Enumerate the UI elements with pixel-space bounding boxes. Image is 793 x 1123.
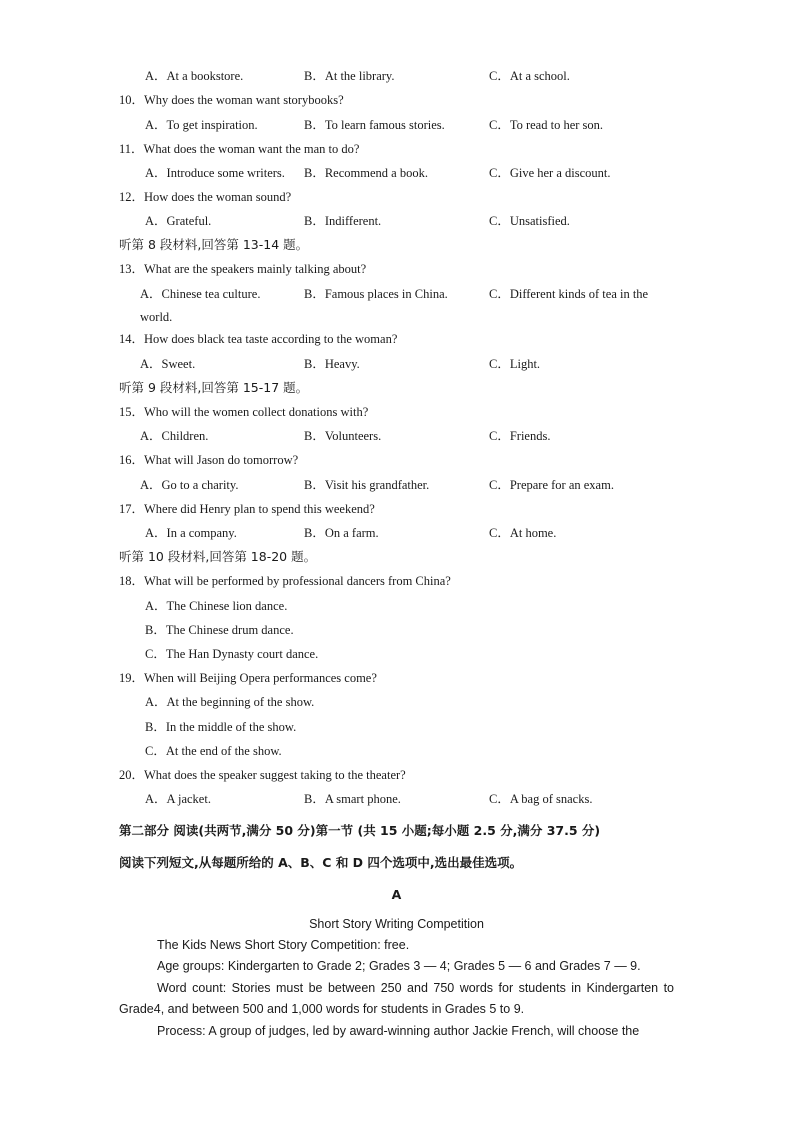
paragraph-1: The Kids News Short Story Competition: free. bbox=[157, 938, 410, 952]
q14-option-a: A．Sweet. bbox=[140, 357, 196, 371]
question-14: 14．How does black tea taste according to the woman? bbox=[119, 332, 398, 346]
q18-option-a: A．The Chinese lion dance. bbox=[145, 599, 288, 613]
q13-option-a: A．Chinese tea culture. bbox=[140, 287, 261, 301]
paragraph-4: Process: A group of judges, led by award-winning author Jackie French, will choose the bbox=[157, 1024, 640, 1038]
question-12: 12．How does the woman sound? bbox=[119, 190, 292, 204]
q13-option-c: C．Different kinds of tea in the bbox=[489, 287, 649, 301]
question-20: 20．What does the speaker suggest taking to the theater? bbox=[119, 768, 406, 782]
question-19: 19．When will Beijing Opera performances come? bbox=[119, 671, 377, 685]
q11-option-c: C．Give her a discount. bbox=[489, 166, 611, 180]
q10-option-a: A．To get inspiration. bbox=[145, 118, 258, 132]
paragraph-3: Word count: Stories must be between 250 and 750 words for students in Kindergarten to Grade4, and between 500 and 1,000 words for students in Grades 5 to 9. bbox=[119, 981, 674, 1016]
question-11: 11．What does the woman want the man to do? bbox=[119, 142, 360, 156]
section-8-heading: 听第 8 段材料,回答第 13-14 题。 bbox=[119, 237, 309, 252]
q18-option-c: C．The Han Dynasty court dance. bbox=[145, 647, 319, 661]
q12-option-c: C．Unsatisfied. bbox=[489, 214, 570, 228]
q17-option-c: C．At home. bbox=[489, 526, 557, 540]
q13-option-c-continued: world. bbox=[140, 310, 173, 324]
q20-option-b: B．A smart phone. bbox=[304, 792, 401, 806]
q12-option-b: B．Indifferent. bbox=[304, 214, 382, 228]
q11-option-a: A．Introduce some writers. bbox=[145, 166, 285, 180]
question-15: 15．Who will the women collect donations with? bbox=[119, 405, 369, 419]
paragraph-2: Age groups: Kindergarten to Grade 2; Grades 3 — 4; Grades 5 — 6 and Grades 7 — 9. bbox=[157, 959, 641, 973]
q19-option-c: C．At the end of the show. bbox=[145, 744, 282, 758]
q19-option-b: B．In the middle of the show. bbox=[145, 720, 297, 734]
reading-instruction: 阅读下列短文,从每题所给的 A、B、C 和 D 四个选项中,选出最佳选项。 bbox=[119, 855, 523, 870]
q19-option-a: A．At the beginning of the show. bbox=[145, 695, 315, 709]
question-18: 18．What will be performed by professional dancers from China? bbox=[119, 574, 451, 588]
q11-option-b: B．Recommend a book. bbox=[304, 166, 428, 180]
q18-option-b: B．The Chinese drum dance. bbox=[145, 623, 294, 637]
q9-option-c: C．At a school. bbox=[489, 69, 570, 83]
question-10: 10．Why does the woman want storybooks? bbox=[119, 93, 344, 107]
passage-letter: A bbox=[391, 887, 402, 902]
passage-title: Short Story Writing Competition bbox=[309, 917, 484, 931]
q14-option-c: C．Light. bbox=[489, 357, 541, 371]
q14-option-b: B．Heavy. bbox=[304, 357, 360, 371]
question-17: 17．Where did Henry plan to spend this weekend? bbox=[119, 502, 375, 516]
q15-option-c: C．Friends. bbox=[489, 429, 551, 443]
q17-option-b: B．On a farm. bbox=[304, 526, 379, 540]
q9-option-a: A．At a bookstore. bbox=[145, 69, 244, 83]
q16-option-c: C．Prepare for an exam. bbox=[489, 478, 614, 492]
q15-option-b: B．Volunteers. bbox=[304, 429, 382, 443]
q10-option-c: C．To read to her son. bbox=[489, 118, 604, 132]
question-16: 16．What will Jason do tomorrow? bbox=[119, 453, 299, 467]
q16-option-b: B．Visit his grandfather. bbox=[304, 478, 430, 492]
q15-option-a: A．Children. bbox=[140, 429, 209, 443]
q9-option-b: B．At the library. bbox=[304, 69, 395, 83]
q17-option-a: A．In a company. bbox=[145, 526, 237, 540]
q20-option-a: A．A jacket. bbox=[145, 792, 211, 806]
section-10-heading: 听第 10 段材料,回答第 18-20 题。 bbox=[119, 549, 317, 564]
q20-option-c: C．A bag of snacks. bbox=[489, 792, 593, 806]
q12-option-a: A．Grateful. bbox=[145, 214, 212, 228]
q13-option-b: B．Famous places in China. bbox=[304, 287, 448, 301]
part-2-heading: 第二部分 阅读(共两节,满分 50 分)第一节 (共 15 小题;每小题 2.5 分,满分 37.5 分) bbox=[119, 823, 601, 838]
section-9-heading: 听第 9 段材料,回答第 15-17 题。 bbox=[119, 380, 309, 395]
q10-option-b: B．To learn famous stories. bbox=[304, 118, 445, 132]
q16-option-a: A．Go to a charity. bbox=[140, 478, 239, 492]
question-13: 13．What are the speakers mainly talking about? bbox=[119, 262, 367, 276]
